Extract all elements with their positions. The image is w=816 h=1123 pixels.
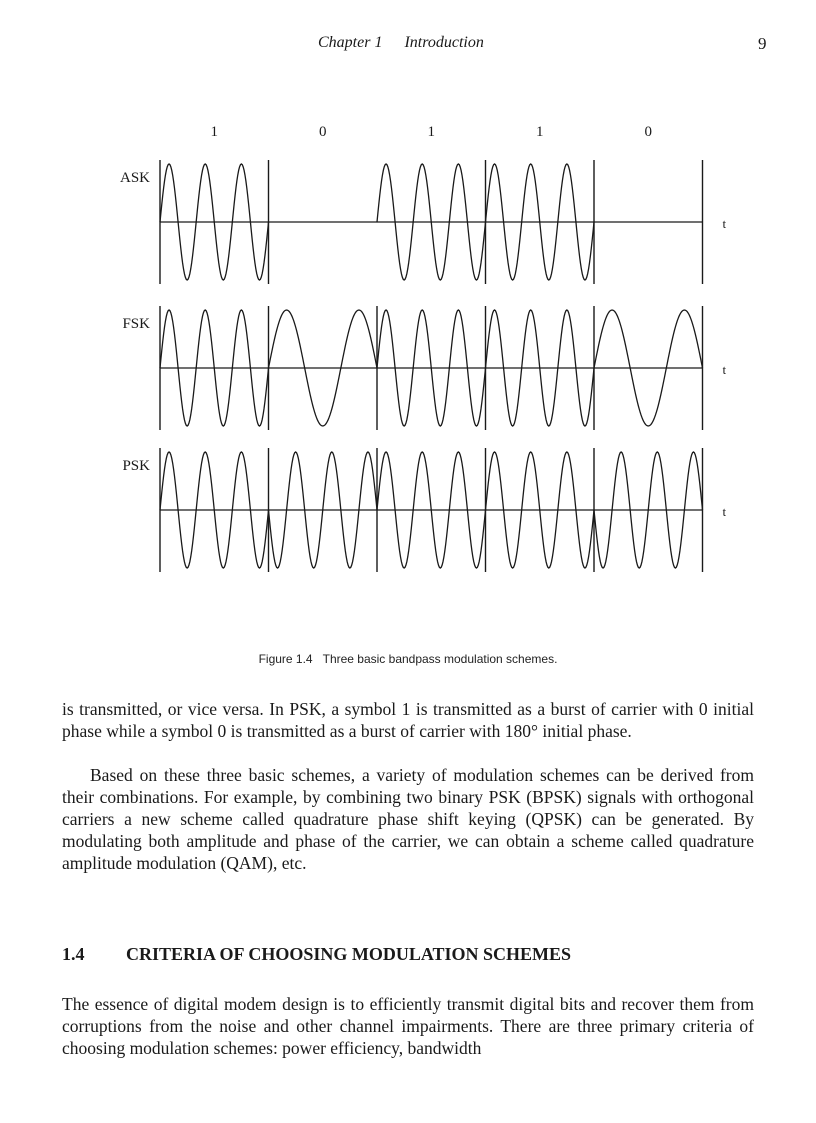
figure-caption-text: Three basic bandpass modulation schemes.: [322, 652, 558, 666]
paragraph-2: [62, 764, 754, 874]
bit-label: 1: [210, 124, 218, 140]
row-label: ASK: [119, 170, 150, 186]
chapter-label: Chapter 1: [318, 34, 383, 51]
running-head: [0, 34, 816, 58]
page-number: 9: [758, 34, 767, 53]
running-title: [318, 34, 484, 52]
time-axis-label: t: [722, 362, 727, 377]
paragraph-2-text: Based on these three basic schemes, a variety of modulation schemes can be derived from their combinations. For example, by combining two binary PSK (BPSK) signals with orthogonal carriers a new scheme called quadrature phase shift keying (QPSK) can be generated. By modulating both amplitude and phase of the carrier, we can obtain a scheme called quadrature amplitude modulation (QAM), etc.: [62, 765, 754, 873]
bit-label: 1: [536, 124, 544, 140]
waveform-row-psk: [122, 448, 726, 572]
figure-caption: [0, 652, 816, 666]
figure-number: Figure 1.4: [258, 652, 313, 666]
row-label: FSK: [122, 316, 150, 332]
time-axis-label: t: [722, 216, 727, 231]
bit-label: 1: [427, 124, 435, 140]
waveform-row-fsk: [122, 306, 726, 430]
bit-labels: [211, 124, 653, 140]
section-title: CRITERIA OF CHOOSING MODULATION SCHEMES: [126, 944, 572, 964]
paragraph-continued: [62, 698, 754, 742]
time-axis-label: t: [722, 504, 727, 519]
section-number: 1.4: [62, 944, 85, 964]
paragraph-3: [62, 993, 754, 1059]
row-label: PSK: [122, 458, 150, 474]
paragraph-1-text: is transmitted, or vice versa. In PSK, a symbol 1 is transmitted as a burst of carrier with 0 initial phase while a symbol 0 is transmitted as a burst of carrier with 180° initial phase.: [62, 699, 754, 741]
section-heading: [62, 944, 754, 965]
modulation-figure: [0, 110, 816, 590]
chapter-title: Introduction: [404, 34, 484, 51]
waveform-rows: [120, 160, 727, 572]
bit-label: 0: [644, 124, 652, 140]
bit-label: 0: [319, 124, 327, 140]
waveform-row-ask: [120, 160, 727, 284]
paragraph-3-text: The essence of digital modem design is to efficiently transmit digital bits and recover them from corruptions from the noise and other channel impairments. There are three primary criteria of choosing modulation schemes: power efficiency, bandwidth: [62, 994, 754, 1058]
